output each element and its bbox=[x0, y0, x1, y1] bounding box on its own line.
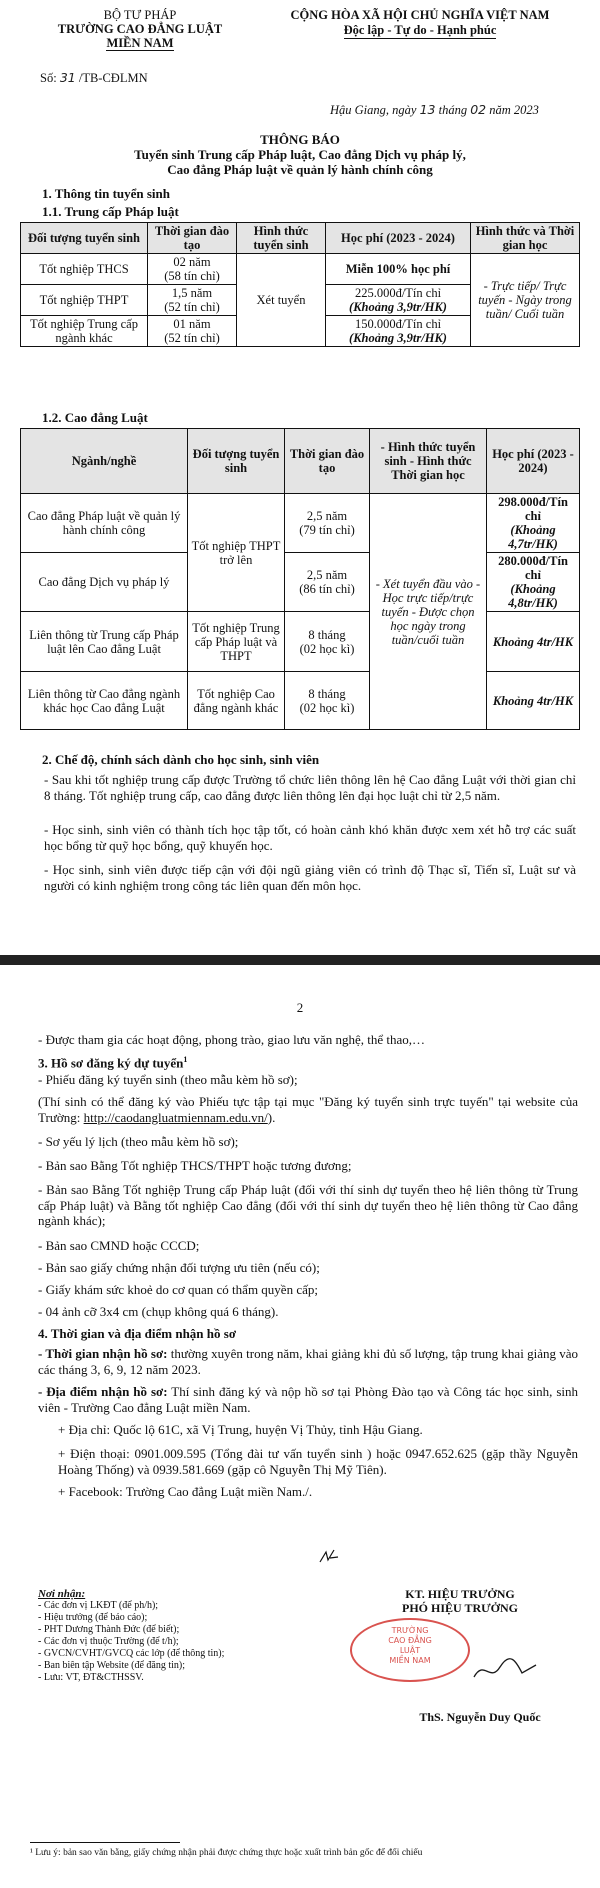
t1-duration-years: 1,5 năm bbox=[171, 286, 213, 300]
footnote-marker: 1 bbox=[183, 1055, 188, 1064]
online-registration-note bbox=[38, 1094, 578, 1125]
t2-duration bbox=[285, 494, 370, 553]
online-note-end: ). bbox=[267, 1109, 276, 1125]
stamp-text: TRƯỜNG bbox=[391, 1626, 429, 1635]
table-row bbox=[21, 612, 580, 672]
section2-paragraph-3 bbox=[30, 862, 576, 893]
national-motto: Độc lập - Tự do - Hạnh phúc bbox=[343, 23, 497, 37]
recipient-item: - Hiệu trưởng (để báo cáo); bbox=[38, 1612, 148, 1623]
t2-fee-per-credit: 298.000đ/Tín chỉ bbox=[498, 495, 568, 523]
application-item: - Bản sao Bằng Tốt nghiệp THCS/THPT hoặc tương đương; bbox=[38, 1158, 352, 1173]
application-item: - Bản sao CMND hoặc CCCD; bbox=[38, 1238, 200, 1253]
college-law-table bbox=[20, 428, 580, 730]
t1-duration bbox=[148, 254, 237, 285]
footnote: ¹ Lưu ý: bản sao văn bằng, giấy chứng nhận phải được chứng thực hoặc xuất trình bản gốc để đối chiếu bbox=[30, 1848, 423, 1858]
t1-fee-approx: (Khoảng 3,9tr/HK) bbox=[349, 300, 447, 314]
signatory-title bbox=[360, 1587, 560, 1615]
section1-heading: 1. Thông tin tuyển sinh bbox=[42, 186, 171, 201]
t1-fee-per-credit: 225.000đ/Tín chỉ bbox=[354, 286, 442, 300]
contact-facebook: + Facebook: Trường Cao đẳng Luật miền Nam./. bbox=[58, 1484, 313, 1499]
paragraph-text: - Học sinh, sinh viên có thành tích học tập tốt, có hoàn cảnh khó khăn được xem xét hỗ trợ các suất học bổng từ quỹ học bổng, quỹ khuyến học. bbox=[44, 822, 576, 853]
recipient-item: - Lưu: VT, ĐT&CTHSSV. bbox=[38, 1672, 144, 1683]
issuer-block bbox=[30, 8, 250, 51]
date-mid: tháng bbox=[435, 103, 471, 117]
t2-fee: Khoảng 4tr/HK bbox=[487, 612, 580, 672]
t1-target: Tốt nghiệp Trung cấp ngành khác bbox=[21, 316, 148, 347]
t1-duration-years: 02 năm bbox=[173, 255, 211, 269]
section2-heading: 2. Chế độ, chính sách dành cho học sinh, sinh viên bbox=[42, 752, 320, 767]
handwritten-signature bbox=[470, 1655, 540, 1685]
contact-address: + Địa chỉ: Quốc lộ 61C, xã Vị Trung, huyện Vị Thủy, tỉnh Hậu Giang. bbox=[58, 1422, 423, 1437]
doc-no-prefix: Số: bbox=[40, 71, 60, 85]
t2-header-mode: - Hình thức tuyển sinh - Hình thức Thời gian học bbox=[370, 429, 487, 494]
t2-target: Tốt nghiệp Trung cấp Pháp luật và THPT bbox=[188, 612, 285, 672]
document-number bbox=[40, 70, 148, 86]
section3-heading-text: 3. Hồ sơ đăng ký dự tuyển bbox=[38, 1055, 184, 1071]
t1-header-target: Đối tượng tuyển sinh bbox=[21, 223, 148, 254]
t1-header-mode: Hình thức và Thời gian học bbox=[471, 223, 580, 254]
t1-target: Tốt nghiệp THCS bbox=[21, 254, 148, 285]
section1-2-heading: 1.2. Cao đẳng Luật bbox=[42, 410, 148, 425]
t2-fee-approx: (Khoảng 4,7tr/HK) bbox=[508, 523, 558, 551]
t2-target: Tốt nghiệp Cao đẳng ngành khác bbox=[188, 672, 285, 730]
recipient-item: - Các đơn vị LKĐT (để ph/h); bbox=[38, 1600, 159, 1611]
t1-duration bbox=[148, 316, 237, 347]
recipients-block bbox=[38, 1588, 308, 1684]
t2-fee-approx: (Khoảng 4,8tr/HK) bbox=[508, 582, 558, 610]
t1-header-duration: Thời gian đào tạo bbox=[148, 223, 237, 254]
t2-duration-terms: (02 học kì) bbox=[299, 641, 355, 656]
school-name-line2: MIỀN NAM bbox=[106, 36, 174, 50]
application-item: - Bản sao Bằng Tốt nghiệp Trung cấp Pháp luật (đối với thí sinh dự tuyển theo hệ liên thông từ Trung cấp Pháp luật) và Bằng tốt nghiệp Cao đẳng (đối với thí sinh dự tuyển theo hệ liên thông từ Cao đẳng ngành khác); bbox=[38, 1182, 578, 1228]
footnote-divider bbox=[30, 1842, 180, 1843]
paragraph-text: - Học sinh, sinh viên được tiếp cận với đội ngũ giảng viên có trình độ Thạc sĩ, Tiến sĩ, Luật sư và người có kinh nghiệm trong công tác liên quan đến môn học. bbox=[44, 862, 576, 893]
t2-duration-credits: (79 tín chỉ) bbox=[299, 523, 355, 537]
t2-header-major: Ngành/nghề bbox=[21, 429, 188, 494]
school-website-link[interactable]: http://caodangluatmiennam.edu.vn/ bbox=[83, 1109, 268, 1125]
submission-place bbox=[38, 1384, 578, 1415]
t1-admission: Xét tuyển bbox=[237, 254, 326, 347]
t2-mode: - Xét tuyển đầu vào - Học trực tiếp/trực tuyến - Được chọn học ngày trong tuần/cuối tuần bbox=[370, 494, 487, 730]
submission-time-label: - Thời gian nhận hồ sơ: bbox=[38, 1346, 168, 1361]
issue-date bbox=[330, 102, 539, 118]
title-line3: Cao đẳng Pháp luật về quản lý hành chính công bbox=[167, 162, 433, 177]
t1-duration-credits: (52 tín chỉ) bbox=[164, 331, 220, 345]
stamp-text: MIỀN NAM bbox=[389, 1656, 431, 1665]
national-heading bbox=[260, 8, 580, 39]
submission-time-text: thường xuyên trong năm, khai giảng khi đủ số lượng, tập trung khai giảng vào các tháng 3, 6, 9, 12 năm 2023. bbox=[38, 1346, 579, 1377]
t1-target: Tốt nghiệp THPT bbox=[21, 285, 148, 316]
t1-study-mode: - Trực tiếp/ Trực tuyến - Ngày trong tuần/ Cuối tuần bbox=[471, 254, 580, 347]
page-separator bbox=[0, 955, 600, 965]
t2-duration-credits: (86 tín chỉ) bbox=[299, 582, 355, 596]
t2-fee-per-credit: 280.000đ/Tín chỉ bbox=[498, 554, 568, 582]
online-note-text: (Thí sinh có thể đăng ký vào Phiếu tực tập tại mục "Đăng ký tuyển sinh trực tuyến" tại website của Trường: bbox=[38, 1094, 578, 1125]
ministry-name: BỘ TƯ PHÁP bbox=[103, 8, 177, 22]
t2-fee: Khoảng 4tr/HK bbox=[487, 672, 580, 730]
t1-fee-approx: (Khoảng 3,9tr/HK) bbox=[349, 331, 447, 345]
intermediate-law-table bbox=[20, 222, 580, 347]
t1-duration-credits: (58 tín chỉ) bbox=[164, 269, 220, 283]
t1-fee-per-credit: 150.000đ/Tín chỉ bbox=[354, 317, 442, 331]
t1-fee: Miễn 100% học phí bbox=[326, 254, 471, 285]
t2-duration-months: 8 tháng bbox=[308, 627, 346, 642]
recipient-item: - Ban biên tập Website (để đăng tin); bbox=[38, 1660, 186, 1671]
date-month: 02 bbox=[470, 102, 487, 117]
table-row bbox=[21, 494, 580, 553]
table-row bbox=[21, 254, 580, 285]
table-row bbox=[21, 553, 580, 612]
section3-heading bbox=[38, 1052, 578, 1071]
table-row bbox=[21, 672, 580, 730]
application-item: - 04 ảnh cỡ 3x4 cm (chụp không quá 6 tháng). bbox=[38, 1304, 279, 1319]
section4-heading: 4. Thời gian và địa điểm nhận hồ sơ bbox=[38, 1326, 237, 1341]
t1-duration bbox=[148, 285, 237, 316]
recipient-item: - GVCN/CVHT/GVCQ các lớp (để thông tin); bbox=[38, 1648, 225, 1659]
t1-header-admission: Hình thức tuyển sinh bbox=[237, 223, 326, 254]
signatory-line2: PHÓ HIỆU TRƯỞNG bbox=[401, 1601, 518, 1615]
t2-shared-target: Tốt nghiệp THPT trở lên bbox=[188, 494, 285, 612]
page-number: 2 bbox=[296, 1000, 304, 1015]
t1-duration-credits: (52 tín chỉ) bbox=[164, 300, 220, 314]
activities-item: - Được tham gia các hoạt động, phong trào, giao lưu văn nghệ, thể thao,… bbox=[38, 1032, 426, 1047]
t2-fee bbox=[487, 494, 580, 553]
date-day: 13 bbox=[419, 102, 436, 117]
t2-header-target: Đối tượng tuyển sinh bbox=[188, 429, 285, 494]
title-line2: Tuyển sinh Trung cấp Pháp luật, Cao đẳng Dịch vụ pháp lý, bbox=[134, 147, 466, 162]
submission-place-text: Thí sinh đăng ký và nộp hồ sơ tại Phòng Đào tạo và Công tác học sinh, sinh viên - Trường Cao đẳng Luật miền Nam. bbox=[38, 1384, 579, 1415]
date-prefix: Hậu Giang, ngày bbox=[330, 103, 420, 117]
t1-duration-years: 01 năm bbox=[173, 317, 211, 331]
recipients-title: Nơi nhận: bbox=[38, 1588, 86, 1600]
application-item: - Sơ yếu lý lịch (theo mẫu kèm hồ sơ); bbox=[38, 1134, 239, 1149]
t1-fee bbox=[326, 316, 471, 347]
republic-name: CỘNG HÒA XÃ HỘI CHỦ NGHĨA VIỆT NAM bbox=[290, 8, 550, 22]
stamp-text: CAO ĐẲNG bbox=[388, 1636, 432, 1645]
school-seal-stamp bbox=[350, 1618, 470, 1682]
application-item: - Giấy khám sức khoẻ do cơ quan có thẩm quyền cấp; bbox=[38, 1282, 318, 1297]
signatory-line1: KT. HIỆU TRƯỞNG bbox=[405, 1587, 515, 1601]
application-item: - Phiếu đăng ký tuyển sinh (theo mẫu kèm hồ sơ); bbox=[38, 1072, 298, 1087]
section2-paragraph-1 bbox=[30, 772, 576, 803]
submission-place-label: - Địa điểm nhận hồ sơ: bbox=[38, 1384, 168, 1399]
t2-duration-years: 2,5 năm bbox=[306, 509, 348, 523]
t2-duration bbox=[285, 672, 370, 730]
t2-major: Cao đẳng Pháp luật về quản lý hành chính công bbox=[21, 494, 188, 553]
t2-header-fee: Học phí (2023 - 2024) bbox=[487, 429, 580, 494]
notice-title bbox=[20, 132, 580, 177]
recipient-item: - Các đơn vị thuộc Trường (để t/h); bbox=[38, 1636, 179, 1647]
date-suffix: năm 2023 bbox=[486, 103, 539, 117]
contact-phone: + Điện thoại: 0901.009.595 (Tổng đài tư vấn tuyển sinh ) hoặc 0947.652.625 (gặp thầy Nguyễn Hoàng Thống) và 0939.581.669 (gặp cô Nguyễn Thị Mỹ Tiên). bbox=[58, 1446, 578, 1477]
t2-duration-terms: (02 học kì) bbox=[299, 700, 355, 715]
paragraph-text: - Sau khi tốt nghiệp trung cấp được Trường tổ chức liên thông lên hệ Cao đẳng Luật với thời gian chỉ 8 tháng. Tốt nghiệp trung cấp, cao đẳng được liên thông lên đại học luật chỉ từ 2,5 năm. bbox=[44, 772, 576, 803]
recipient-item: - PHT Dương Thành Đức (để biết); bbox=[38, 1624, 180, 1635]
doc-no-suffix: /TB-CĐLMN bbox=[75, 71, 148, 85]
t2-duration bbox=[285, 612, 370, 672]
t2-duration-months: 8 tháng bbox=[308, 686, 346, 701]
t2-major: Liên thông từ Trung cấp Pháp luật lên Cao đẳng Luật bbox=[21, 612, 188, 672]
doc-no-handwritten: 31 bbox=[59, 70, 76, 85]
section2-paragraph-2 bbox=[30, 822, 576, 853]
school-name-line1: TRƯỜNG CAO ĐẲNG LUẬT bbox=[57, 22, 223, 36]
submission-time bbox=[38, 1346, 578, 1377]
section1-1-heading: 1.1. Trung cấp Pháp luật bbox=[42, 204, 179, 219]
title-line1: THÔNG BÁO bbox=[260, 132, 340, 147]
t2-duration bbox=[285, 553, 370, 612]
stamp-text: LUẬT bbox=[399, 1646, 421, 1655]
t2-major: Liên thông từ Cao đẳng ngành khác học Cao đẳng Luật bbox=[21, 672, 188, 730]
t2-duration-years: 2,5 năm bbox=[306, 568, 348, 582]
application-item: - Bản sao giấy chứng nhận đối tượng ưu tiên (nếu có); bbox=[38, 1260, 320, 1275]
t1-fee bbox=[326, 285, 471, 316]
t1-header-fee: Học phí (2023 - 2024) bbox=[326, 223, 471, 254]
signer-name: ThS. Nguyễn Duy Quốc bbox=[419, 1710, 541, 1724]
t2-major: Cao đẳng Dịch vụ pháp lý bbox=[21, 553, 188, 612]
t2-header-duration: Thời gian đào tạo bbox=[285, 429, 370, 494]
t2-fee bbox=[487, 553, 580, 612]
initials-mark bbox=[318, 1548, 340, 1566]
